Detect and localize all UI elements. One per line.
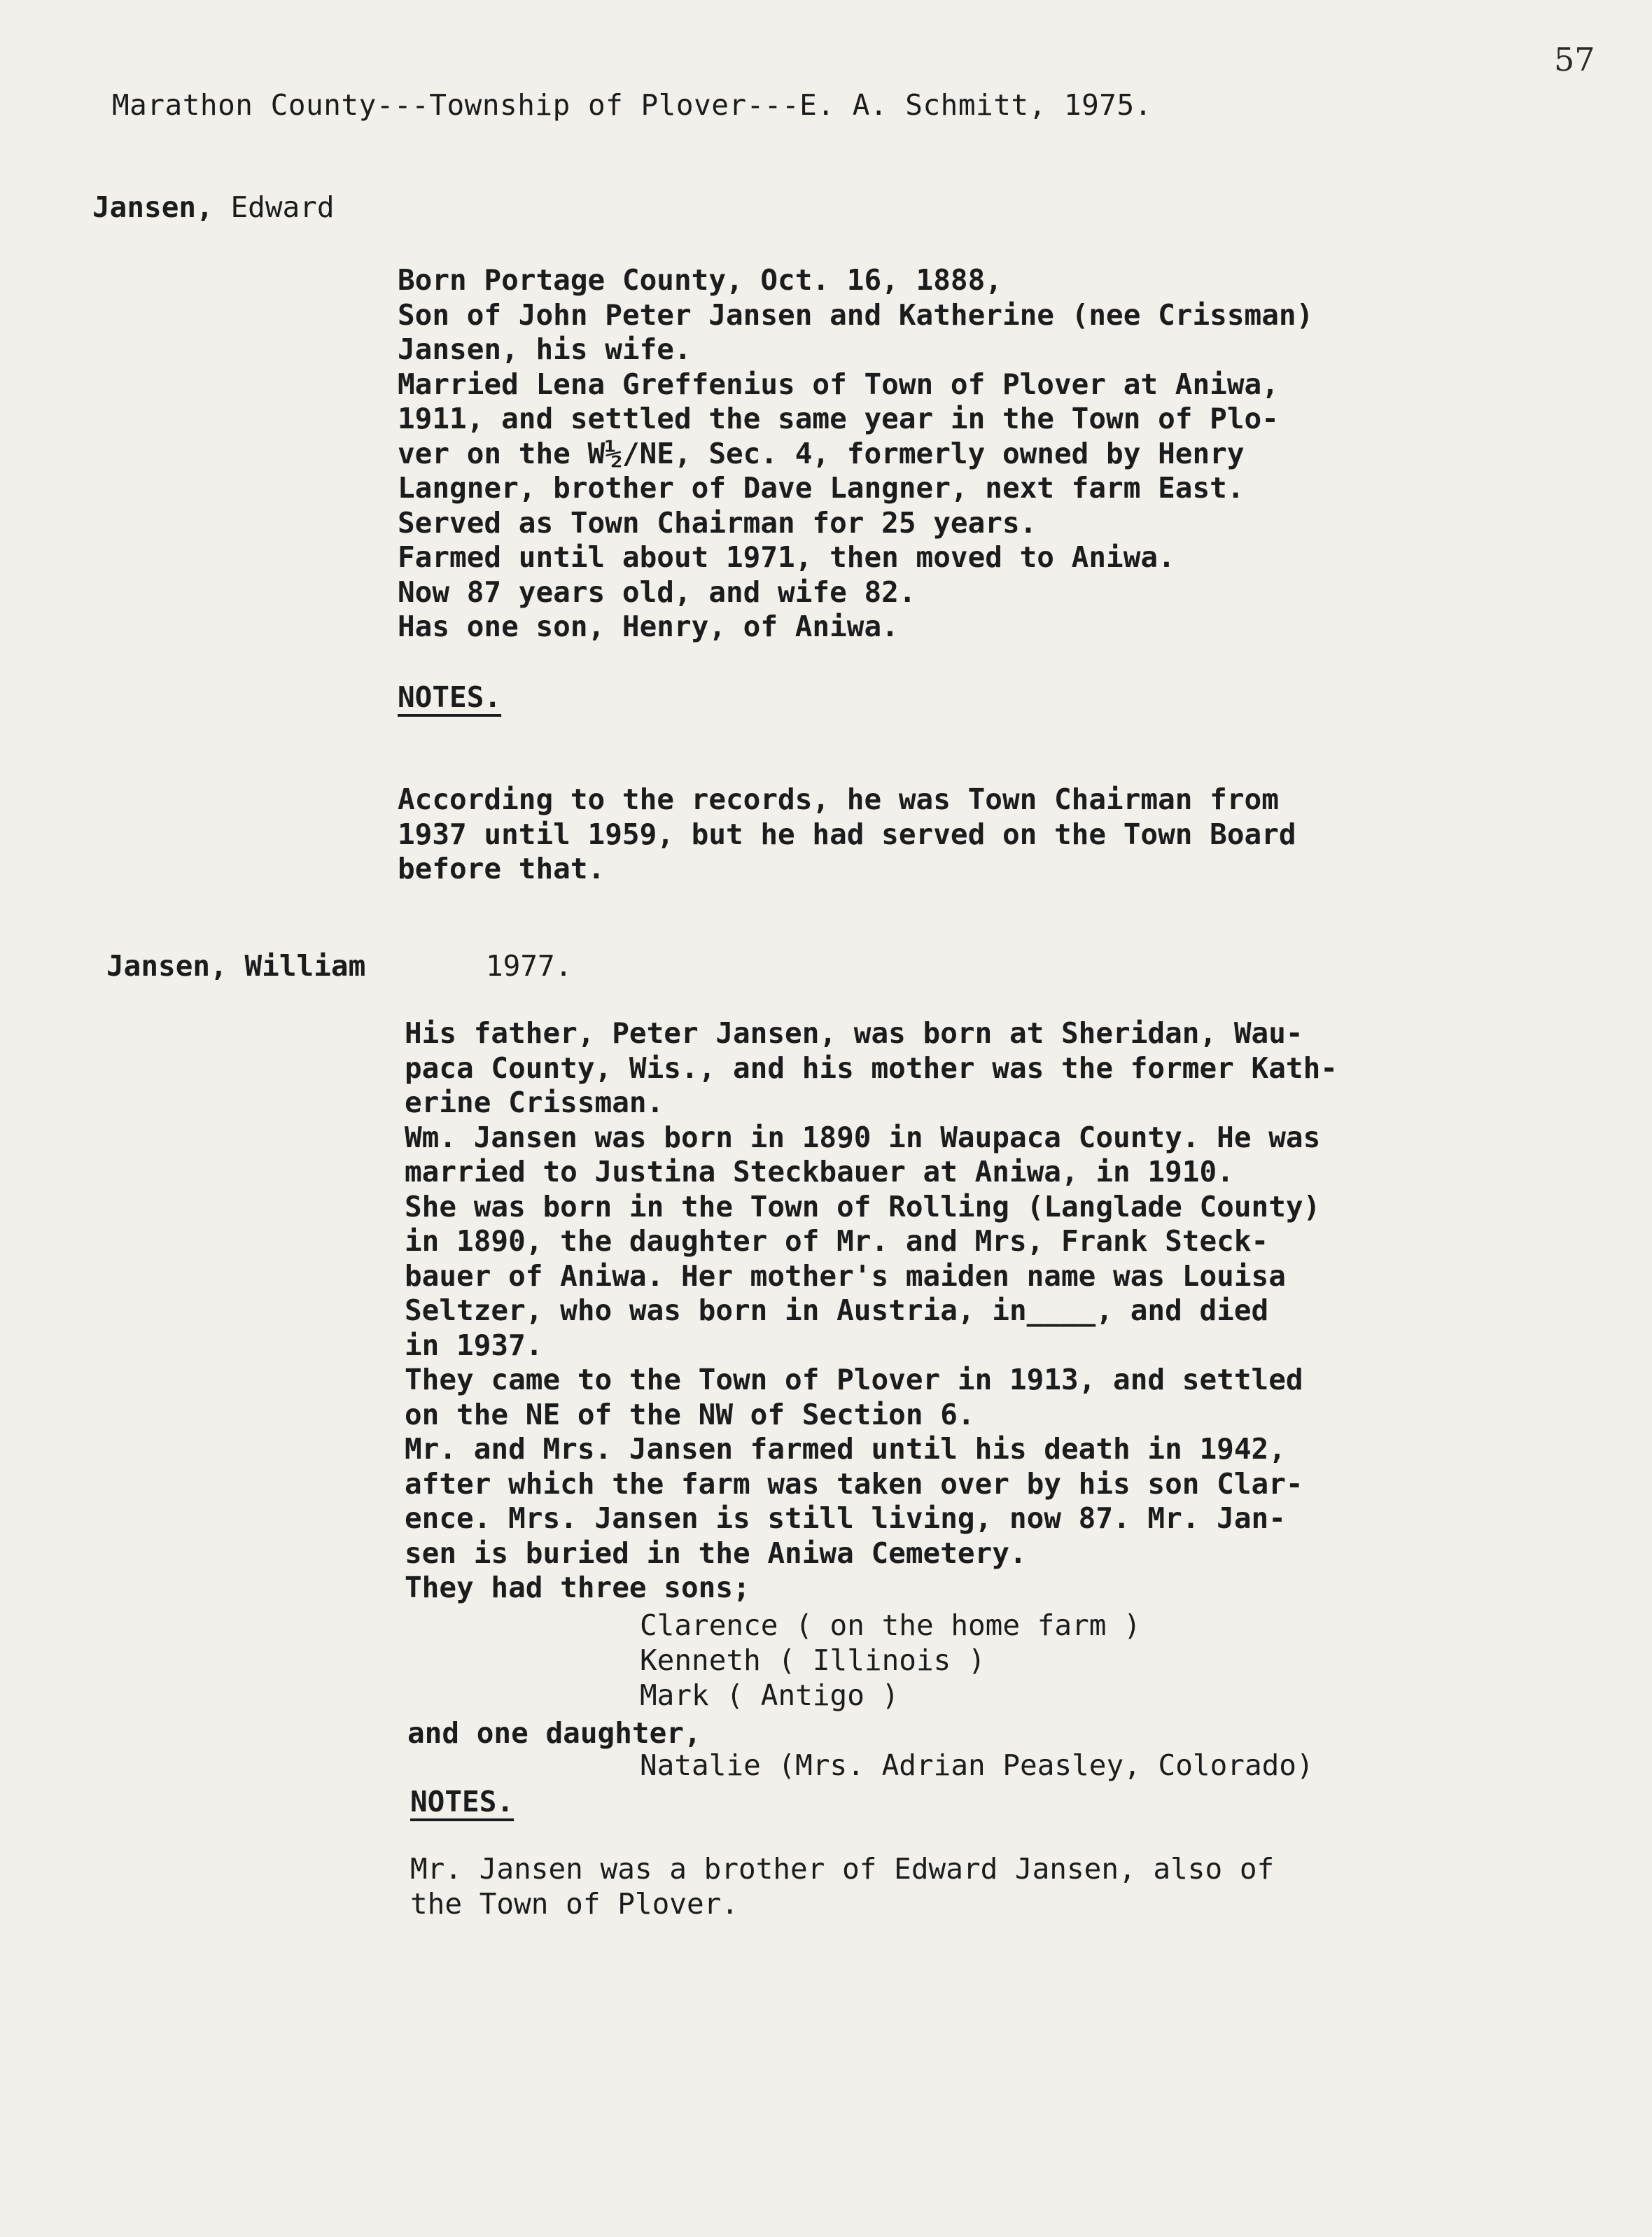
- text-line: paca County, Wis., and his mother was the former Kath-: [405, 1051, 1338, 1085]
- text-line: His father, Peter Jansen, was born at Sheridan, Wau-: [405, 1016, 1303, 1050]
- entry-name-edward: [92, 190, 335, 224]
- text-line: They came to the Town of Plover in 1913, and settled: [405, 1363, 1303, 1396]
- daughter-natalie: Natalie (Mrs. Adrian Peasley, Colorado): [640, 1748, 1314, 1782]
- text-line: Born Portage County, Oct. 16, 1888,: [398, 263, 1002, 297]
- text-line: Married Lena Greffenius of Town of Plover at Aniwa,: [398, 367, 1279, 401]
- entry-year-william: 1977.: [486, 949, 573, 983]
- text-line: Wm. Jansen was born in 1890 in Waupaca County. He was: [405, 1120, 1321, 1154]
- son-kenneth: Kenneth ( Illinois ): [640, 1643, 986, 1677]
- entry-surname: Jansen,: [92, 190, 214, 224]
- text-line: sen is buried in the Aniwa Cemetery.: [405, 1536, 1027, 1570]
- text-line: after which the farm was taken over by his son Clar-: [405, 1466, 1303, 1501]
- son-mark: Mark ( Antigo ): [640, 1678, 899, 1712]
- text-line: They had three sons;: [405, 1571, 750, 1604]
- text-line: bauer of Aniwa. Her mother's maiden name was Louisa: [405, 1258, 1286, 1293]
- entry-firstname: Edward: [230, 190, 335, 224]
- entry-body-william: [405, 1016, 1338, 1606]
- son-clarence: Clarence ( on the home farm ): [640, 1608, 1141, 1642]
- text-line: Son of John Peter Jansen and Katherine (nee Crissman): [398, 297, 1314, 332]
- notes-body-edward: [398, 783, 1296, 887]
- text-line: on the NE of the NW of Section 6.: [405, 1397, 975, 1431]
- text-line: Seltzer, who was born in Austria, in____, and died: [405, 1293, 1269, 1327]
- text-line: Mr. Jansen was a brother of Edward Jansen, also of: [410, 1852, 1275, 1886]
- notes-body-william: [410, 1852, 1274, 1921]
- text-line: in 1937.: [405, 1328, 543, 1362]
- text-line: Now 87 years old, and wife 82.: [398, 575, 916, 609]
- text-line: Has one son, Henry, of Aniwa.: [398, 610, 899, 643]
- text-line: Mr. and Mrs. Jansen farmed until his death in 1942,: [405, 1432, 1286, 1466]
- text-line: ver on the W½/NE, Sec. 4, formerly owned by Henry: [398, 436, 1245, 470]
- text-line: before that.: [398, 852, 606, 885]
- daughter-intro: and one daughter,: [407, 1716, 701, 1750]
- document-header: Marathon County---Township of Plover---E. A. Schmitt, 1975.: [112, 88, 1152, 122]
- entry-body-edward: [398, 263, 1313, 645]
- text-line: in 1890, the daughter of Mr. and Mrs, Frank Steck-: [405, 1224, 1269, 1258]
- page-number: 57: [1554, 41, 1595, 78]
- text-line: Served as Town Chairman for 25 years.: [398, 505, 1037, 540]
- text-line: the Town of Plover.: [410, 1886, 738, 1921]
- text-line: Jansen, his wife.: [398, 332, 692, 366]
- entry-name-william: Jansen, William: [106, 949, 366, 983]
- text-line: She was born in the Town of Rolling (Langlade County): [405, 1189, 1321, 1223]
- text-line: ence. Mrs. Jansen is still living, now 87. Mr. Jan-: [405, 1501, 1286, 1535]
- text-line: Langner, brother of Dave Langner, next farm East.: [398, 471, 1245, 505]
- text-line: 1937 until 1959, but he had served on the Town Board: [398, 817, 1296, 851]
- notes-label-edward: NOTES.: [398, 680, 502, 714]
- text-line: married to Justina Steckbauer at Aniwa, in 1910.: [405, 1155, 1234, 1188]
- notes-label-william: NOTES.: [410, 1785, 514, 1818]
- text-line: Farmed until about 1971, then moved to Aniwa.: [398, 540, 1175, 574]
- text-line: erine Crissman.: [405, 1086, 664, 1119]
- text-line: 1911, and settled the same year in the Town of Plo-: [398, 402, 1279, 435]
- text-line: According to the records, he was Town Chairman from: [398, 783, 1279, 816]
